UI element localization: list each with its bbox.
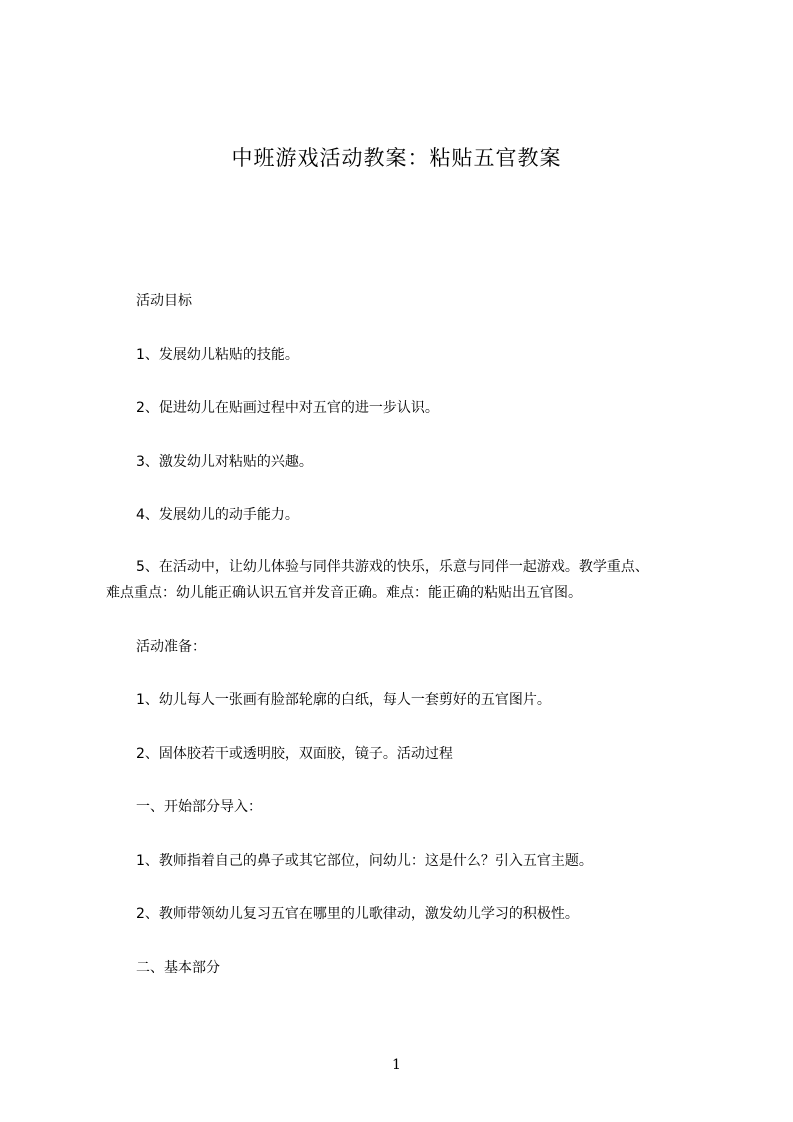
paragraph-goal-4: 4、发展幼儿的动手能力。 [136, 507, 299, 523]
paragraph-opening-2: 2、教师带领幼儿复习五官在哪里的儿歌律动，激发幼儿学习的积极性。 [136, 906, 579, 922]
page-number: 1 [392, 1057, 401, 1073]
section-heading-opening: 一、开始部分导入： [136, 799, 262, 815]
paragraph-goal-5-line1: 5、在活动中，让幼儿体验与同伴共游戏的快乐，乐意与同伴一起游戏。教学重点、 [136, 559, 649, 575]
section-heading-activity-goals: 活动目标 [136, 293, 192, 309]
paragraph-preparation-1: 1、幼儿每人一张画有脸部轮廓的白纸，每人一套剪好的五官图片。 [136, 692, 551, 708]
document-title: 中班游戏活动教案：粘贴五官教案 [231, 146, 562, 170]
paragraph-goal-1: 1、发展幼儿粘贴的技能。 [136, 347, 299, 363]
section-heading-preparation: 活动准备： [136, 639, 206, 655]
paragraph-preparation-2: 2、固体胶若干或透明胶，双面胶，镜子。活动过程 [136, 746, 453, 762]
paragraph-goal-3: 3、激发幼儿对粘贴的兴趣。 [136, 454, 313, 470]
section-heading-basic-part: 二、基本部分 [136, 960, 220, 976]
paragraph-goal-2: 2、促进幼儿在贴画过程中对五官的进一步认识。 [136, 400, 439, 416]
paragraph-opening-1: 1、教师指着自己的鼻子或其它部位，问幼儿：这是什么？引入五官主题。 [136, 853, 593, 869]
paragraph-goal-5-line2: 难点重点：幼儿能正确认识五官并发音正确。难点：能正确的粘贴出五官图。 [106, 585, 582, 601]
